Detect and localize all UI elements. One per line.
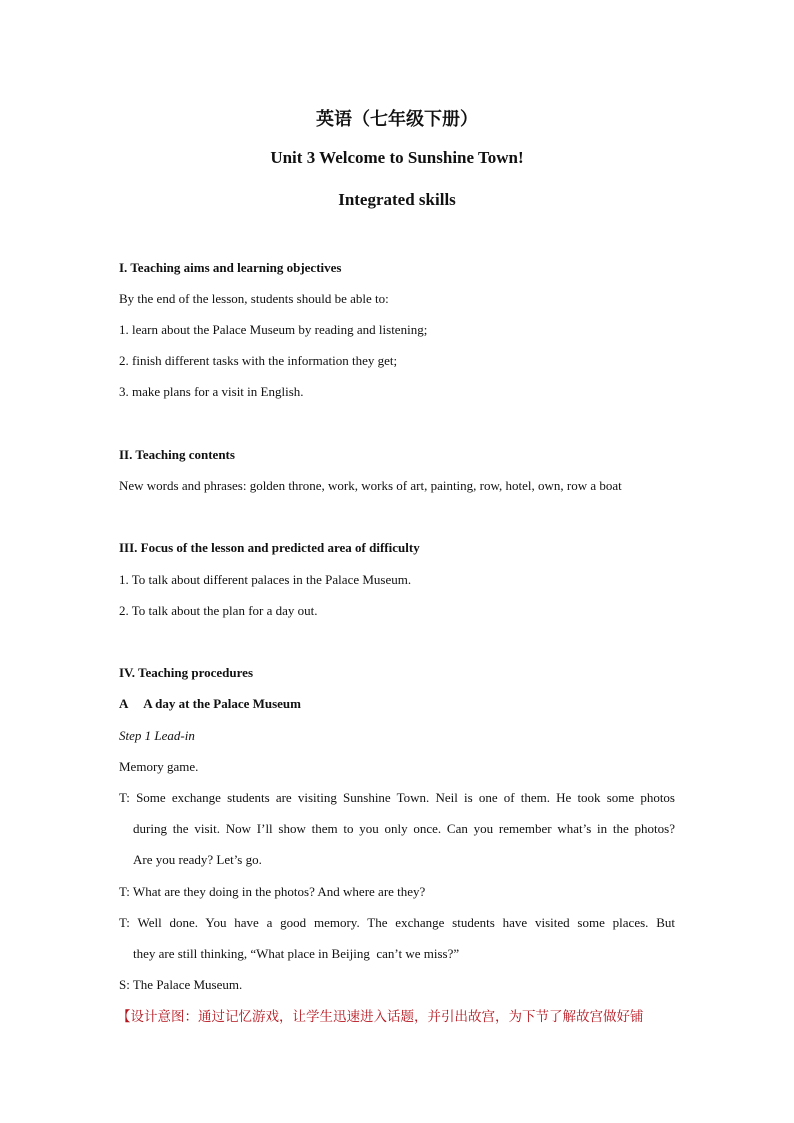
section-3-heading: III. Focus of the lesson and predicted area of difficulty: [119, 540, 420, 555]
section-2-text: New words and phrases: golden throne, work, works of art, painting, row, hotel, own, row a boat: [119, 478, 622, 493]
dialogue-line: they are still thinking, “What place in Beijing can’t we miss?”: [133, 946, 460, 961]
subject-title: 英语（七年级下册）: [316, 109, 478, 129]
dialogue-line: T: Some exchange students are visiting Sunshine Town. Neil is one of them. He took some photos: [119, 790, 675, 805]
section-2-heading: II. Teaching contents: [119, 447, 235, 462]
lesson-title: Integrated skills: [338, 190, 456, 209]
dialogue-line: T: Well done. You have a good memory. The exchange students have visited some places. But: [119, 915, 675, 930]
dialogue-line: T: What are they doing in the photos? And where are they?: [119, 884, 426, 899]
focus-item: 2. To talk about the plan for a day out.: [119, 603, 318, 618]
section-4-heading: IV. Teaching procedures: [119, 665, 254, 680]
step-label: Step 1 Lead-in: [119, 728, 195, 743]
unit-title: Unit 3 Welcome to Sunshine Town!: [270, 148, 524, 167]
activity-text: Memory game.: [119, 759, 199, 774]
section-1-intro: By the end of the lesson, students should be able to:: [119, 291, 389, 306]
dialogue-line: Are you ready? Let’s go.: [133, 852, 262, 867]
objective-item: 3. make plans for a visit in English.: [119, 384, 304, 399]
dialogue-line: during the visit. Now I’ll show them to you only once. Can you remember what’s in the photos?: [133, 821, 675, 836]
objective-item: 2. finish different tasks with the information they get;: [119, 353, 398, 368]
design-intent-note: 【设计意图：通过记忆游戏，让学生迅速进入话题，并引出故宫，为下节了解故宫做好铺: [117, 1009, 644, 1025]
part-a-heading: A A day at the Palace Museum: [119, 696, 301, 711]
section-1-heading: I. Teaching aims and learning objectives: [119, 260, 342, 275]
objective-item: 1. learn about the Palace Museum by reading and listening;: [119, 322, 428, 337]
focus-item: 1. To talk about different palaces in the Palace Museum.: [119, 572, 412, 587]
dialogue-line: S: The Palace Museum.: [119, 977, 243, 992]
